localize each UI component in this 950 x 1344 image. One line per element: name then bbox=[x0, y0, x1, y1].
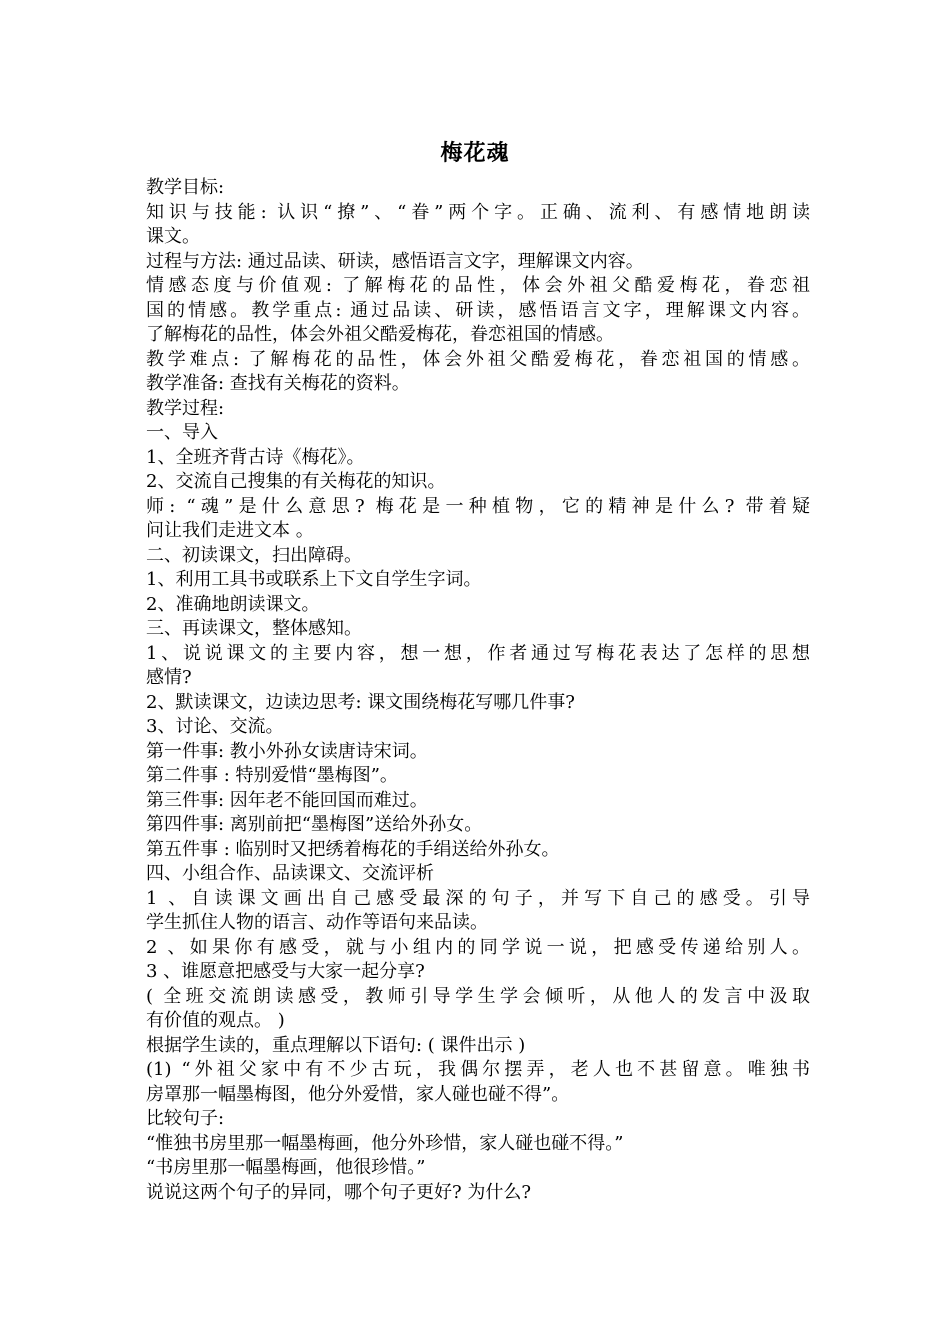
text-line: (1) “外祖父家中有不少古玩，我偶尔摆弄，老人也不甚留意。唯独书 bbox=[146, 1059, 810, 1080]
document-title: 梅花魂 bbox=[440, 140, 510, 166]
text-line: “惟独书房里那一幅墨梅画，他分外珍惜，家人碰也碰不得。” bbox=[146, 1132, 624, 1154]
text-line: 房罩那一幅墨梅图，他分外爱惜，家人碰也碰不得”。 bbox=[146, 1083, 570, 1105]
text-line: ( 全班交流朗读感受，教师引导学生学会倾听，从他人的发言中汲取 bbox=[146, 985, 810, 1007]
text-line: 根据学生读的，重点理解以下语句: ( 课件出示 ) bbox=[146, 1034, 526, 1056]
text-line: “书房里那一幅墨梅画，他很珍惜。” bbox=[146, 1157, 426, 1178]
text-line: 2 、如果你有感受，就与小组内的同学说一说，把感受传递给别人。 bbox=[146, 936, 810, 958]
text-line: 1、利用工具书或联系上下文自学生字词。 bbox=[146, 569, 482, 590]
text-line: 1、全班齐背古诗《梅花》。 bbox=[146, 446, 365, 468]
text-line: 学生抓住人物的语言、动作等语句来品读。 bbox=[146, 912, 488, 933]
text-line: 教学准备: 查找有关梅花的资料。 bbox=[146, 373, 410, 394]
text-line: 三、再读课文，整体感知。 bbox=[146, 618, 362, 639]
text-line: 第四件事: 离别前把“墨梅图”送给外孙女。 bbox=[146, 814, 483, 835]
text-line: 二、初读课文，扫出障碍。 bbox=[146, 544, 362, 566]
text-line: 2、默读课文，边读边思考: 课文围绕梅花写哪几件事? bbox=[146, 691, 575, 713]
text-line: 国的情感。教学重点: 通过品读、研读，感悟语言文字，理解课文内容。 bbox=[146, 299, 810, 321]
text-line: 一、导入 bbox=[146, 422, 218, 443]
text-line: 第五件事 : 临别时又把绣着梅花的手绢送给外孙女。 bbox=[146, 838, 560, 860]
text-line: 第三件事: 因年老不能回国而难过。 bbox=[146, 789, 428, 811]
text-line: 感情? bbox=[146, 667, 192, 688]
text-line: 情感态度与价值观: 了解梅花的品性，体会外祖父酷爱梅花，眷恋祖 bbox=[146, 275, 810, 296]
text-line: 说说这两个句子的异同，哪个句子更好? 为什么? bbox=[146, 1181, 532, 1203]
text-line: 课文。 bbox=[146, 226, 200, 247]
text-line: 教学过程: bbox=[146, 397, 225, 419]
text-line: 2、准确地朗读课文。 bbox=[146, 593, 320, 615]
text-line: 师: “魂”是什么意思? 梅花是一种植物，它的精神是什么? 带着疑 bbox=[146, 495, 810, 517]
text-line: 3、讨论、交流。 bbox=[146, 716, 284, 737]
text-line: 3 、谁愿意把感受与大家一起分享? bbox=[146, 961, 425, 982]
text-line: 比较句子: bbox=[146, 1108, 225, 1129]
text-line: 过程与方法: 通过品读、研读，感悟语言文字，理解课文内容。 bbox=[146, 250, 644, 272]
text-line: 1 、自读课文画出自己感受最深的句子，并写下自己的感受。引导 bbox=[146, 887, 810, 909]
text-line: 问让我们走进文本 。 bbox=[146, 520, 314, 541]
text-line: 教学难点: 了解梅花的品性，体会外祖父酷爱梅花，眷恋祖国的情感。 bbox=[146, 348, 810, 370]
text-line: 知识与技能: 认识“撩”、“眷”两个字。正确、流利、有感情地朗读 bbox=[146, 201, 810, 223]
text-line: 1、说说课文的主要内容，想一想，作者通过写梅花表达了怎样的思想 bbox=[146, 642, 810, 664]
text-line: 第一件事: 教小外孙女读唐诗宋词。 bbox=[146, 740, 428, 762]
text-line: 第二件事 : 特别爱惜“墨梅图”。 bbox=[146, 765, 398, 786]
text-line: 四、小组合作、品读课文、交流评析 bbox=[146, 863, 434, 884]
text-line: 教学目标: bbox=[146, 177, 225, 198]
document-body bbox=[146, 176, 810, 1205]
text-line: 2、交流自己搜集的有关梅花的知识。 bbox=[146, 471, 446, 492]
text-line: 有价值的观点。 ) bbox=[146, 1010, 285, 1031]
text-line: 了解梅花的品性，体会外祖父酷爱梅花，眷恋祖国的情感。 bbox=[146, 324, 614, 345]
